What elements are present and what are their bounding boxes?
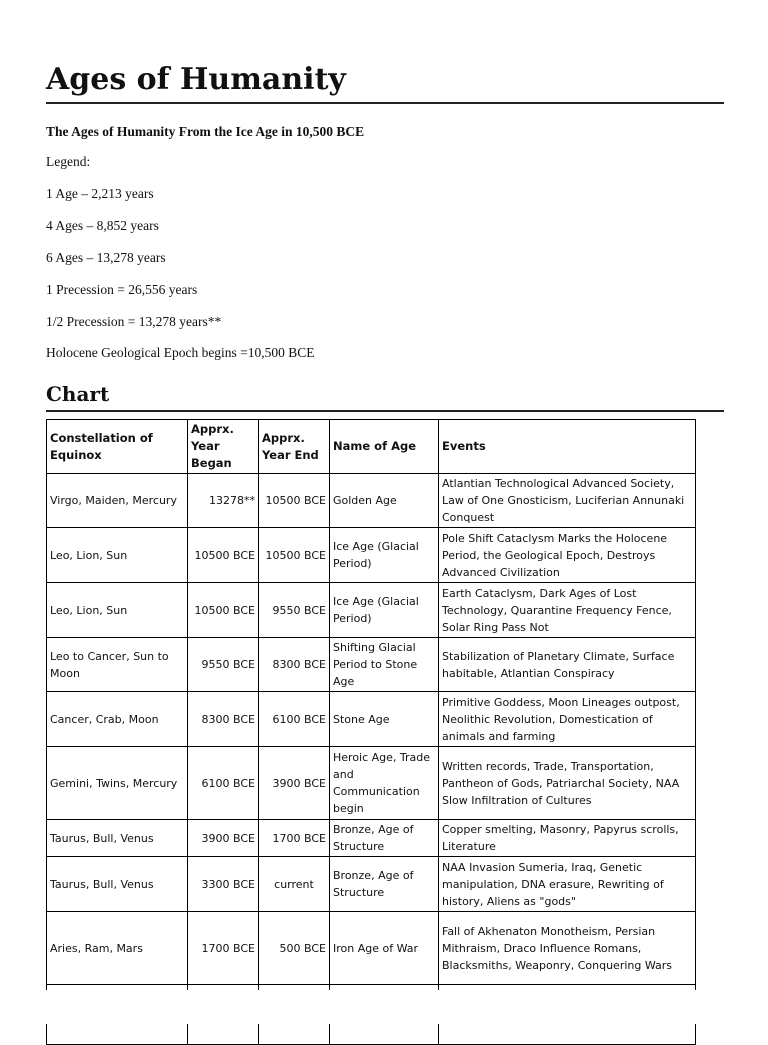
- cell-year-began: 9550 BCE: [188, 638, 259, 692]
- cell-age-name: Stone Age: [330, 692, 439, 747]
- header-constellation: Constellation of Equinox: [47, 420, 188, 474]
- table-row: [47, 583, 696, 638]
- cell-events: Written records, Trade, Transportation, Pantheon of Gods, Patriarchal Society, NAA Slow Infiltration of Cultures: [439, 747, 696, 820]
- chart-divider: [46, 410, 724, 412]
- document-subtitle: The Ages of Humanity From the Ice Age in 10,500 BCE: [46, 124, 365, 139]
- cell-year-end: 6100 BCE: [259, 692, 330, 747]
- cell-year-end: 1700 BCE: [259, 820, 330, 857]
- cell-year-end: 9550 BCE: [259, 583, 330, 638]
- cell-constellation: Cancer, Crab, Moon: [47, 692, 188, 747]
- cell-events: Earth Cataclysm, Dark Ages of Lost Technology, Quarantine Frequency Fence, Solar Ring Pass Not: [439, 583, 696, 638]
- legend-line: 4 Ages – 8,852 years: [46, 218, 159, 233]
- legend-line: Holocene Geological Epoch begins =10,500 BCE: [46, 345, 315, 360]
- table-row: [47, 692, 696, 747]
- page-bottom-crop: [0, 990, 768, 1024]
- table-row: [47, 528, 696, 583]
- cell-events: NAA Invasion Sumeria, Iraq, Genetic manipulation, DNA erasure, Rewriting of history, Aliens as "gods": [439, 857, 696, 912]
- cell-constellation: Leo to Cancer, Sun to Moon: [47, 638, 188, 692]
- cell-constellation: Taurus, Bull, Venus: [47, 820, 188, 857]
- cell-year-began: 6100 BCE: [188, 747, 259, 820]
- table-row: [47, 912, 696, 985]
- cell-age-name: Shifting Glacial Period to Stone Age: [330, 638, 439, 692]
- table-row: [47, 638, 696, 692]
- cell-age-name: Iron Age of War: [330, 912, 439, 985]
- cell-year-began: 8300 BCE: [188, 692, 259, 747]
- page-title: Ages of Humanity: [46, 62, 346, 97]
- cell-year-began: 3900 BCE: [188, 820, 259, 857]
- legend-line: 1/2 Precession = 13,278 years**: [46, 314, 222, 329]
- legend-line: 6 Ages – 13,278 years: [46, 250, 166, 265]
- cell-year-end: 8300 BCE: [259, 638, 330, 692]
- cell-age-name: Bronze, Age of Structure: [330, 857, 439, 912]
- legend-line: 1 Precession = 26,556 years: [46, 282, 198, 297]
- cell-year-end: 10500 BCE: [259, 528, 330, 583]
- cell-constellation: Taurus, Bull, Venus: [47, 857, 188, 912]
- table-row: [47, 747, 696, 820]
- cell-events: Fall of Akhenaton Monotheism, Persian Mithraism, Draco Influence Romans, Blacksmiths, Weaponry, Conquering Wars: [439, 912, 696, 985]
- cell-age-name: Heroic Age, Trade and Communication begin: [330, 747, 439, 820]
- ages-table: [46, 419, 696, 1045]
- cell-constellation: Leo, Lion, Sun: [47, 528, 188, 583]
- header-year-began: Apprx. Year Began: [188, 420, 259, 474]
- cell-year-began: 3300 BCE: [188, 857, 259, 912]
- legend-heading: Legend:: [46, 154, 91, 169]
- cell-year-end: current: [259, 857, 330, 912]
- table-row: [47, 857, 696, 912]
- table-header-row: [47, 420, 696, 474]
- chart-heading: Chart: [46, 382, 110, 406]
- header-name-of-age: Name of Age: [330, 420, 439, 474]
- header-year-end: Apprx. Year End: [259, 420, 330, 474]
- cell-year-began: 1700 BCE: [188, 912, 259, 985]
- cell-year-end: 10500 BCE: [259, 474, 330, 528]
- cell-events: Primitive Goddess, Moon Lineages outpost, Neolithic Revolution, Domestication of animals and farming: [439, 692, 696, 747]
- legend-line: 1 Age – 2,213 years: [46, 186, 154, 201]
- cell-events: Copper smelting, Masonry, Papyrus scrolls, Literature: [439, 820, 696, 857]
- cell-events: Stabilization of Planetary Climate, Surface habitable, Atlantian Conspiracy: [439, 638, 696, 692]
- title-divider: [46, 102, 724, 104]
- cell-year-end: 500 BCE: [259, 912, 330, 985]
- cell-year-began: 13278**: [188, 474, 259, 528]
- cell-constellation: Aries, Ram, Mars: [47, 912, 188, 985]
- cell-constellation: Virgo, Maiden, Mercury: [47, 474, 188, 528]
- cell-age-name: Golden Age: [330, 474, 439, 528]
- cell-events: Atlantian Technological Advanced Society, Law of One Gnosticism, Luciferian Annunaki Conquest: [439, 474, 696, 528]
- table-row: [47, 474, 696, 528]
- cell-events: Pole Shift Cataclysm Marks the Holocene Period, the Geological Epoch, Destroys Advanced Civilization: [439, 528, 696, 583]
- cell-year-began: 10500 BCE: [188, 583, 259, 638]
- cell-age-name: Bronze, Age of Structure: [330, 820, 439, 857]
- cell-constellation: Leo, Lion, Sun: [47, 583, 188, 638]
- cell-age-name: Ice Age (Glacial Period): [330, 583, 439, 638]
- header-events: Events: [439, 420, 696, 474]
- cell-year-began: 10500 BCE: [188, 528, 259, 583]
- cell-year-end: 3900 BCE: [259, 747, 330, 820]
- table-row: [47, 820, 696, 857]
- cell-constellation: Gemini, Twins, Mercury: [47, 747, 188, 820]
- cell-age-name: Ice Age (Glacial Period): [330, 528, 439, 583]
